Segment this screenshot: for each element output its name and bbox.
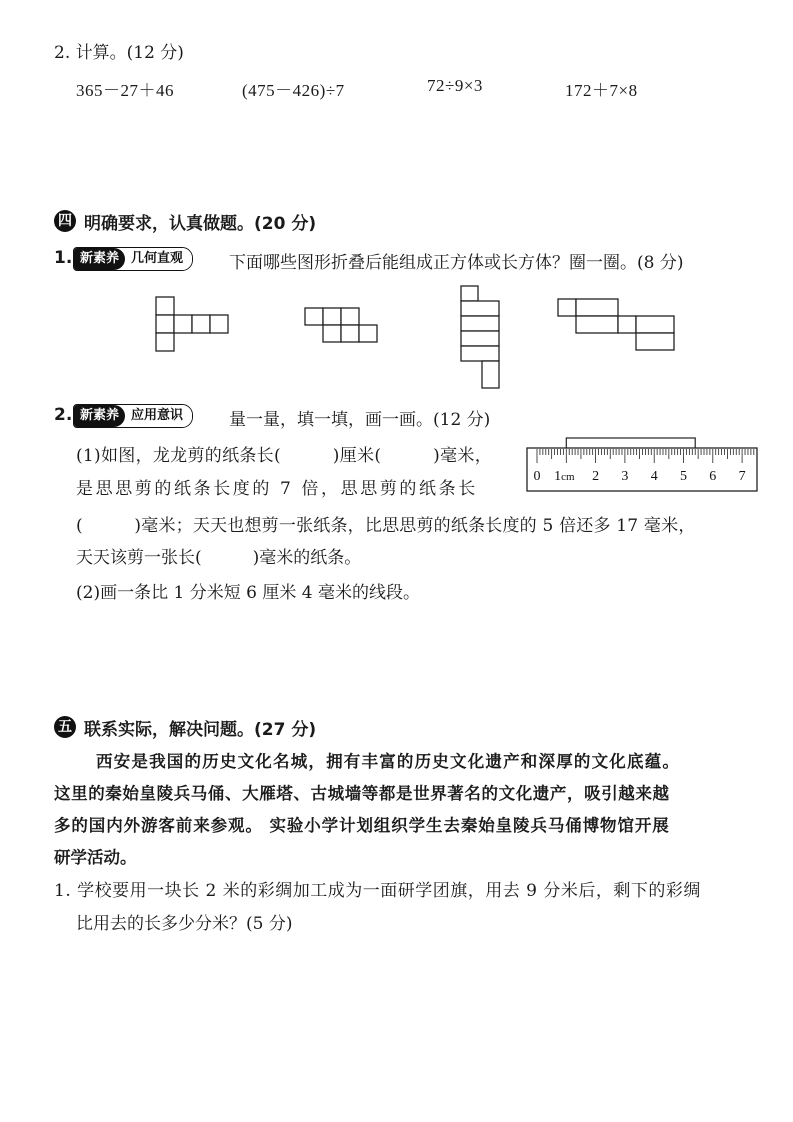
q2-line-1: (1)如图，龙龙剪的纸条长( )厘米( )毫米，	[76, 446, 493, 466]
calc-expression-2: (475－426)÷7	[242, 81, 345, 100]
section-4-title: 明确要求，认真做题。(20 分)	[84, 214, 317, 234]
intro-paragraph-line-2: 这里的秦始皇陵兵马俑、大雁塔、古城墙等都是世界著名的文化遗产，吸引越来越	[54, 784, 670, 803]
intro-paragraph-line-1: 西安是我国的历史文化名城，拥有丰富的历史文化遗产和深厚的文化底蕴。	[96, 752, 681, 771]
q1-tag-light: 几何直观	[125, 248, 192, 270]
q2-tag-dark: 新素养	[74, 405, 125, 427]
q2-line-2: 是思思剪的纸条长度的 7 倍，思思剪的纸条长	[76, 479, 478, 499]
ruler-label-0: 0	[533, 469, 541, 484]
cube-nets-figure	[140, 280, 760, 395]
q2-tag	[73, 404, 193, 428]
q1-tag	[73, 247, 193, 271]
ruler-figure	[522, 437, 758, 493]
q1-text: 下面哪些图形折叠后能组成正方体或长方体？圈一圈。(8 分)	[229, 253, 684, 273]
q2-line-4: 天天该剪一张长( )毫米的纸条。	[76, 548, 362, 568]
ruler-label-2: 2	[592, 469, 600, 484]
cube-net-1[interactable]	[156, 297, 228, 351]
ruler-label-6: 6	[709, 469, 717, 484]
section-5-badge: 五	[54, 716, 76, 738]
ruler-label-4: 4	[650, 469, 658, 484]
ruler-body	[527, 448, 757, 491]
q1-number: 1.	[54, 248, 73, 268]
q2-tag-light: 应用意识	[125, 405, 192, 427]
cube-net-4[interactable]	[558, 299, 674, 350]
q2-line-5: (2)画一条比 1 分米短 6 厘米 4 毫米的线段。	[76, 583, 420, 603]
calc-question-title: 2. 计算。(12 分)	[54, 43, 184, 63]
cube-net-3[interactable]	[461, 286, 499, 388]
q2-line-3: ( )毫米；天天也想剪一张纸条，比思思剪的纸条长度的 5 倍还多 17 毫米，	[76, 516, 696, 536]
ruler-label-5: 5	[680, 469, 687, 484]
s5-q1-line-2: 比用去的长多少分米？(5 分)	[76, 914, 293, 934]
section-5-title: 联系实际，解决问题。(27 分)	[84, 720, 317, 740]
cube-net-2[interactable]	[305, 308, 377, 342]
calc-expression-1: 365－27＋46	[76, 81, 174, 100]
ruler-label-1: 1cm	[554, 469, 575, 484]
calc-expression-3: 72÷9×3	[427, 76, 483, 95]
q2-number: 2.	[54, 405, 73, 425]
section-4-badge: 四	[54, 210, 76, 232]
ruler-label-7: 7	[738, 469, 746, 484]
s5-q1-line-1: 1. 学校要用一块长 2 米的彩绸加工成为一面研学团旗，用去 9 分米后，剩下的彩绸	[54, 881, 701, 901]
q2-text: 量一量，填一填，画一画。(12 分)	[229, 410, 491, 430]
intro-paragraph-line-3: 多的国内外游客前来参观。 实验小学计划组织学生去秦始皇陵兵马俑博物馆开展	[54, 816, 670, 835]
q1-tag-dark: 新素养	[74, 248, 125, 270]
calc-expression-4: 172＋7×8	[565, 81, 638, 100]
ruler-label-3: 3	[621, 469, 629, 484]
intro-paragraph-line-4: 研学活动。	[54, 848, 137, 867]
